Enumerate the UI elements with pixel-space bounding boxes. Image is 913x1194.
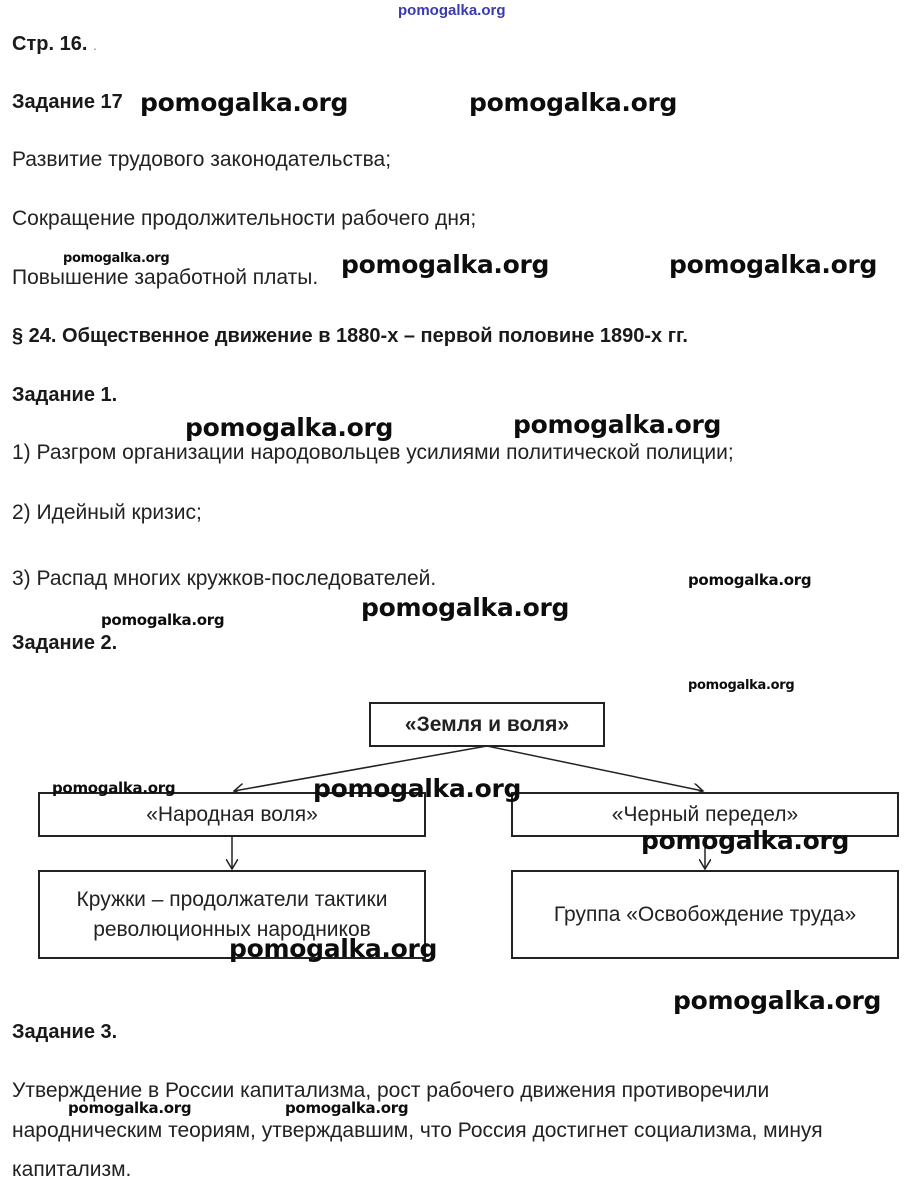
diagram-right-child-node: [511, 870, 899, 959]
watermark: pomogalka.org: [68, 1099, 192, 1117]
watermark: pomogalka.org: [63, 251, 170, 266]
watermark: pomogalka.org: [140, 88, 349, 117]
diagram-root-node: [369, 702, 605, 747]
watermark: pomogalka.org: [229, 934, 438, 963]
diagram-right-child-label: Группа «Освобождение труда»: [553, 902, 857, 926]
watermark: pomogalka.org: [341, 250, 550, 279]
task3-line-2: народническим теориям, утверждавшим, что Россия достигнет социализма, минуя: [12, 1119, 823, 1142]
task1-line-3: 3) Распад многих кружков-последователей.: [12, 567, 437, 590]
diagram-left-child-line-2: революционных народников: [93, 917, 371, 941]
task17-heading: Задание 17: [12, 91, 123, 113]
task17-line-2: Сокращение продолжительности рабочего дня;: [12, 207, 477, 230]
watermark: pomogalka.org: [313, 774, 522, 803]
watermark: pomogalka.org: [469, 88, 678, 117]
diagram-root-label: «Земля и воля»: [404, 712, 570, 736]
watermark: pomogalka.org: [101, 611, 225, 629]
task1-line-1: 1) Разгром организации народовольцев усилиями политической полиции;: [12, 441, 734, 464]
task3-line-3: капитализм.: [12, 1158, 132, 1181]
task17-line-1: Развитие трудового законодательства;: [12, 148, 392, 171]
page-label-text: Стр. 16.: [12, 33, 88, 55]
task3-heading: Задание 3.: [12, 1021, 118, 1043]
diagram-left-child-line-1: Кружки – продолжатели тактики: [76, 887, 388, 911]
diagram-right-label: «Черный передел»: [611, 802, 799, 826]
watermark: pomogalka.org: [513, 410, 722, 439]
watermark: pomogalka.org: [52, 779, 176, 797]
watermark: pomogalka.org: [361, 593, 570, 622]
task3-line-1: Утверждение в России капитализма, рост рабочего движения противоречили: [12, 1079, 770, 1102]
watermark: pomogalka.org: [285, 1099, 409, 1117]
watermark-top: pomogalka.org: [398, 2, 506, 19]
section-title: § 24. Общественное движение в 1880-х – первой половине 1890-х гг.: [12, 325, 688, 347]
page-label-trail: .: [92, 37, 97, 53]
watermark: pomogalka.org: [641, 826, 850, 855]
watermark: pomogalka.org: [688, 571, 812, 589]
watermark: pomogalka.org: [185, 413, 394, 442]
task17-line-3: Повышение заработной платы.: [12, 266, 319, 289]
watermark: pomogalka.org: [669, 250, 878, 279]
task2-heading: Задание 2.: [12, 632, 118, 654]
diagram-left-label: «Народная воля»: [146, 802, 318, 826]
watermark: pomogalka.org: [688, 678, 795, 693]
task1-line-2: 2) Идейный кризис;: [12, 501, 202, 524]
watermark: pomogalka.org: [673, 986, 882, 1015]
task1-heading: Задание 1.: [12, 384, 118, 406]
